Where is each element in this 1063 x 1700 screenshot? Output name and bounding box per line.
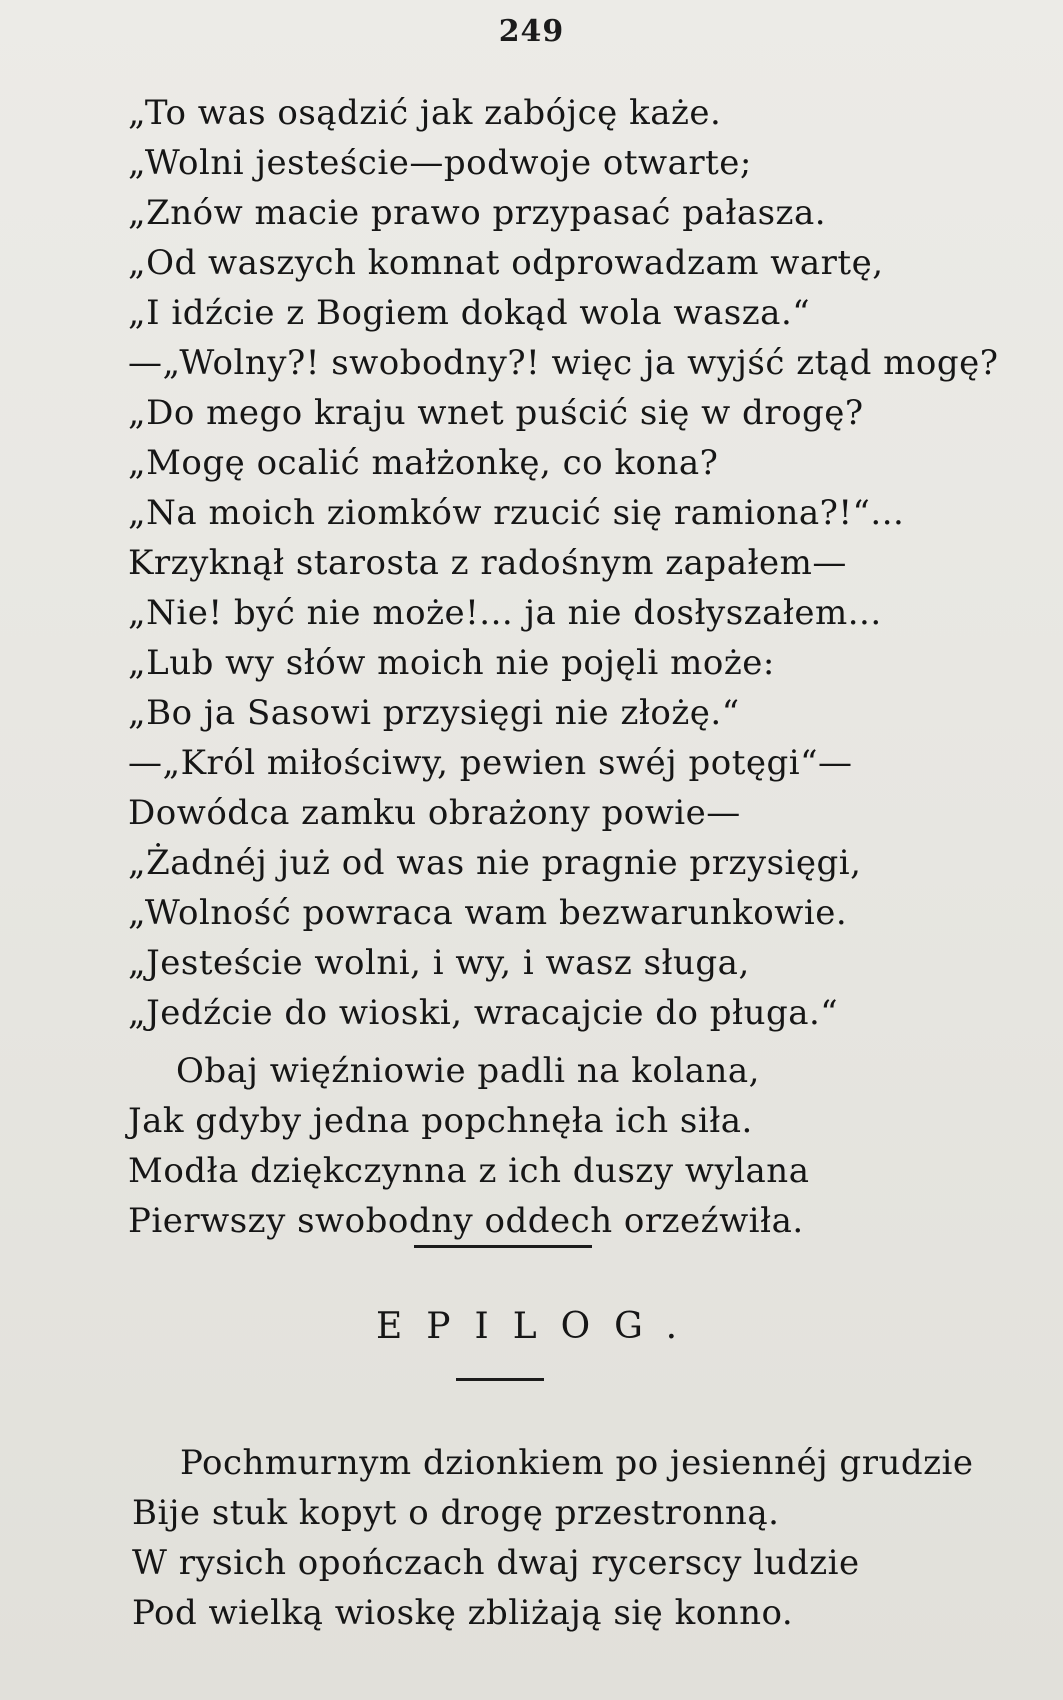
- poem-line: —„Król miłościwy, pewien swéj potęgi“—: [128, 743, 853, 783]
- poem-line: „Lub wy słów moich nie pojęli może:: [128, 643, 775, 683]
- poem-line: Dowódca zamku obrażony powie—: [128, 793, 741, 833]
- poem-block: [128, 88, 999, 1246]
- page-number: 249: [498, 14, 565, 49]
- closing-line: Pierwszy swobodny oddech orzeźwiła.: [128, 1201, 804, 1241]
- poem-line: „Do mego kraju wnet puścić się w drogę?: [128, 393, 864, 433]
- poem-line: „I idźcie z Bogiem dokąd wola wasza.“: [128, 293, 811, 333]
- closing-line: Obaj więźniowie padli na kolana,: [176, 1051, 760, 1091]
- poem-line: „Jesteście wolni, i wy, i wasz sługa,: [128, 943, 750, 983]
- poem-line: „Od waszych komnat odprowadzam wartę,: [128, 243, 884, 283]
- epilog-title: EPILOG.: [375, 1306, 702, 1347]
- section-divider-bottom: [456, 1378, 544, 1381]
- epilog-line: Pod wielką wioskę zbliżają się konno.: [132, 1593, 794, 1633]
- poem-line: „Znów macie prawo przypasać pałasza.: [128, 193, 827, 233]
- poem-line: „To was osądzić jak zabójcę każe.: [128, 93, 722, 133]
- epilog-block: [132, 1438, 992, 1638]
- closing-line: Jak gdyby jedna popchnęła ich siła.: [128, 1101, 753, 1141]
- poem-line: „Na moich ziomków rzucić się ramiona?!“...: [128, 493, 905, 533]
- stanza-gap: [128, 1038, 988, 1046]
- poem-line: —„Wolny?! swobodny?! więc ja wyjść ztąd mogę?: [128, 343, 999, 383]
- poem-line: „Jedźcie do wioski, wracajcie do pługa.“: [128, 993, 839, 1033]
- poem-line: „Nie! być nie może!... ja nie dosłyszałem...: [128, 593, 882, 633]
- poem-line: „Bo ja Sasowi przysięgi nie złożę.“: [128, 693, 740, 733]
- epilog-line: W rysich opończach dwaj rycerscy ludzie: [132, 1543, 860, 1583]
- section-divider-top: [414, 1245, 592, 1248]
- epilog-line: Bije stuk kopyt o drogę przestronną.: [132, 1493, 780, 1533]
- epilog-line: Pochmurnym dzionkiem po jesiennéj grudzie: [180, 1443, 974, 1483]
- closing-line: Modła dziękczynna z ich duszy wylana: [128, 1151, 810, 1191]
- poem-line: Krzyknął starosta z radośnym zapałem—: [128, 543, 847, 583]
- poem-line: „Wolność powraca wam bezwarunkowie.: [128, 893, 848, 933]
- poem-line: „Wolni jesteście—podwoje otwarte;: [128, 143, 752, 183]
- poem-line: „Mogę ocalić małżonkę, co kona?: [128, 443, 719, 483]
- poem-line: „Żadnéj już od was nie pragnie przysięgi,: [128, 843, 862, 883]
